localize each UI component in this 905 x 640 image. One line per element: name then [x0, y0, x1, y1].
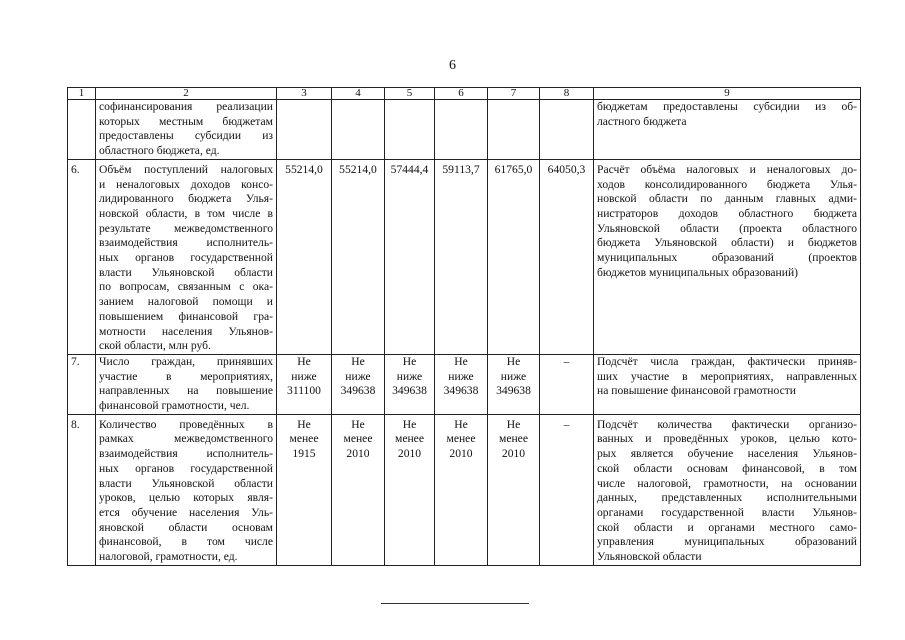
description-line: взаимодействия исполнитель-	[99, 236, 273, 250]
value-v7	[488, 414, 540, 565]
bottom-rule	[381, 603, 529, 604]
header-cell-3: 3	[277, 88, 332, 100]
calculation-method	[594, 100, 861, 160]
description-line: взаимодействия исполнитель-	[99, 447, 273, 461]
value-v3	[277, 159, 332, 354]
value-v4	[332, 159, 385, 354]
value-v8	[540, 354, 594, 414]
description-line: новской области, в том числе в	[99, 206, 273, 220]
calculation-line: бюджетам предоставлены субсидии из об-	[597, 100, 857, 113]
calculation-line: ской области и органами местного само-	[597, 520, 857, 534]
calculation-line: управления муниципальных образований	[597, 535, 857, 549]
value-v3	[277, 414, 332, 565]
value-line: Не	[454, 354, 468, 368]
indicator-description	[96, 354, 277, 414]
header-cell-2: 2	[96, 88, 277, 100]
description-line: Число граждан, принявших	[99, 354, 273, 368]
calculation-line: Расчёт объёма налоговых и неналоговых до-	[597, 162, 857, 176]
value-line: 61765,0	[494, 162, 533, 176]
calculation-line: Подсчёт числа граждан, фактически приняв-	[597, 354, 857, 368]
value-v7	[488, 354, 540, 414]
value-v7	[488, 100, 540, 160]
value-v6	[435, 100, 488, 160]
description-line: финансовой грамотности, чел.	[99, 399, 250, 413]
calculation-line: муниципальных образований (проектов	[597, 251, 857, 265]
value-line: –	[563, 417, 570, 431]
calculation-line: нистраторов доходов областного бюджета	[597, 206, 857, 220]
value-line: 2010	[501, 447, 526, 461]
value-line: Не	[402, 417, 417, 431]
row-number: 6.	[68, 159, 96, 354]
calculation-line: ших участие в мероприятиях, направленных	[597, 369, 857, 383]
description-line: софинансирования реализации	[99, 100, 273, 113]
table-row	[68, 100, 861, 160]
value-line: 349638	[443, 384, 479, 398]
description-line: ных органов государственной	[99, 251, 273, 265]
description-line: Объём поступлений налоговых	[99, 162, 273, 176]
value-v8	[540, 100, 594, 160]
calculation-method	[594, 159, 861, 354]
indicator-description	[96, 100, 277, 160]
calculation-line: органами государственной власти Ульянов-	[597, 505, 857, 519]
description-line: занием налоговой помощи и	[99, 295, 273, 309]
calculation-line: числе налоговой, грамотности, на основании	[597, 476, 857, 490]
header-cell-8: 8	[540, 88, 594, 100]
value-v6	[435, 414, 488, 565]
value-line: 64050,3	[547, 162, 586, 176]
description-line: лидированного бюджета Улья-	[99, 192, 273, 206]
value-line: ниже	[448, 369, 474, 383]
value-line: менее	[289, 432, 319, 446]
value-line: 57444,4	[390, 162, 429, 176]
value-v5	[385, 414, 435, 565]
table-row	[68, 414, 861, 565]
description-line: результате межведомственного	[99, 221, 273, 235]
table-row	[68, 159, 861, 354]
page-number: 6	[449, 58, 456, 73]
value-v4	[332, 414, 385, 565]
value-line: 2010	[449, 447, 473, 461]
value-v6	[435, 354, 488, 414]
description-line: мотности населения Ульянов-	[99, 324, 273, 338]
value-v5	[385, 100, 435, 160]
description-line: ется обучение населения Уль-	[99, 505, 273, 519]
value-v4	[332, 354, 385, 414]
table-row	[68, 354, 861, 414]
value-line: ниже	[291, 369, 317, 383]
description-line: налоговой, грамотности, ед.	[99, 550, 238, 564]
description-line: по вопросам, связанным с ока-	[99, 280, 273, 294]
description-line: ных органов государственной	[99, 461, 273, 475]
calculation-method	[594, 354, 861, 414]
value-line: менее	[395, 432, 424, 446]
header-cell-9: 9	[594, 88, 861, 100]
value-line: 59113,7	[442, 162, 480, 176]
description-line: ской области, млн руб.	[99, 339, 211, 353]
value-line: Не	[297, 354, 311, 368]
value-line: –	[563, 354, 570, 368]
header-cell-7: 7	[488, 88, 540, 100]
value-v4	[332, 100, 385, 160]
description-line: повышением финансовой гра-	[99, 309, 273, 323]
value-line: 2010	[346, 447, 370, 461]
value-v8	[540, 414, 594, 565]
value-line: Не	[351, 354, 365, 368]
calculation-line: ластного бюджета	[597, 114, 687, 128]
header-cell-4: 4	[332, 88, 385, 100]
calculation-line: Ульяновской области (проекта областного	[597, 221, 857, 235]
value-v5	[385, 354, 435, 414]
indicator-description	[96, 414, 277, 565]
value-line: Не	[506, 417, 521, 431]
value-v7	[488, 159, 540, 354]
header-cell-5: 5	[385, 88, 435, 100]
row-number	[68, 100, 96, 160]
description-line: яновской области основам	[99, 520, 273, 534]
value-line: менее	[343, 432, 373, 446]
value-v5	[385, 159, 435, 354]
value-line: менее	[499, 432, 528, 446]
description-line: власти Ульяновской области	[99, 476, 273, 490]
description-line: рамках межведомственного	[99, 432, 273, 446]
indicator-description	[96, 159, 277, 354]
value-line: Не	[506, 354, 521, 368]
header-cell-6: 6	[435, 88, 488, 100]
value-line: 2010	[397, 447, 422, 461]
value-line: ниже	[396, 369, 423, 383]
description-line: Количество проведённых в	[99, 417, 273, 431]
indicators-table	[67, 87, 861, 566]
value-line: 349638	[392, 384, 427, 398]
calculation-line: бюджета Ульяновской области) и бюджетов	[597, 236, 857, 250]
calculation-line: ходов консолидированного бюджета Улья-	[597, 177, 857, 191]
value-line: менее	[446, 432, 476, 446]
header-row	[68, 88, 861, 100]
calculation-line: Ульяновской области	[597, 550, 702, 564]
calculation-line: рых является обучение населения Ульянов-	[597, 447, 857, 461]
value-v3	[277, 354, 332, 414]
description-line: власти Ульяновской области	[99, 265, 273, 279]
description-line: финансовой, в том числе	[99, 535, 273, 549]
description-line: уроков, целью которых явля-	[99, 491, 273, 505]
value-v6	[435, 159, 488, 354]
calculation-line: ванных и проведённых уроков, целью кото-	[597, 432, 857, 446]
table-body	[68, 88, 861, 566]
row-number: 7.	[68, 354, 96, 414]
value-line: 55214,0	[285, 162, 323, 176]
value-line: 55214,0	[339, 162, 377, 176]
value-line: Не	[297, 417, 311, 431]
value-v8	[540, 159, 594, 354]
description-line: предоставлены субсидии из	[99, 129, 273, 143]
description-line: которых местным бюджетам	[99, 114, 273, 128]
calculation-line: Подсчёт количества фактически организо-	[597, 417, 857, 431]
value-line: Не	[402, 354, 417, 368]
value-line: ниже	[500, 369, 527, 383]
value-v3	[277, 100, 332, 160]
description-line: участие в мероприятиях,	[99, 369, 273, 383]
description-line: направленных на повышение	[99, 384, 273, 398]
value-line: Не	[351, 417, 365, 431]
calculation-line: на повышение финансовой грамотности	[597, 384, 797, 398]
value-line: 1915	[292, 447, 316, 461]
value-line: Не	[454, 417, 468, 431]
calculation-line: новской области по данным главных адми-	[597, 192, 857, 206]
calculation-method	[594, 414, 861, 565]
description-line: областного бюджета, ед.	[99, 144, 220, 158]
value-line: ниже	[345, 369, 371, 383]
calculation-line: ской области основам финансовой, в том	[597, 461, 857, 475]
header-cell-1: 1	[68, 88, 96, 100]
row-number: 8.	[68, 414, 96, 565]
value-line: 349638	[340, 384, 376, 398]
calculation-line: данных, представленных исполнительными	[597, 491, 857, 505]
calculation-line: бюджетов муниципальных образований)	[597, 265, 799, 279]
value-line: 349638	[496, 384, 531, 398]
value-line: 311100	[287, 384, 321, 398]
description-line: и неналоговых доходов консо-	[99, 177, 273, 191]
